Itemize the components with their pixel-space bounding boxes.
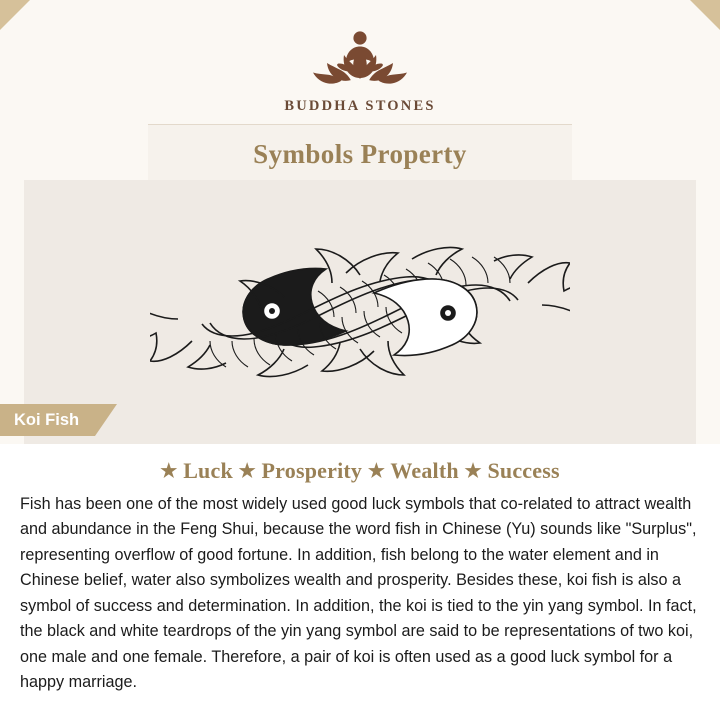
benefit-item-2: Wealth [390, 458, 459, 483]
description-text: Fish has been one of the most widely used good luck symbols that co-related to attract wealth and abundance in the Feng Shui, because the word fish in Chinese (Yu) sounds like "Surplus", representing overflow of good fortune. In addition, fish belong to the water element and in Chinese belief, water also symbolizes wealth and prosperity. Besides these, koi fish is also a symbol of success and determination. In addition, the koi is tied to the yin yang symbol. In fact, the black and white teardrops of the yin yang symbol are said to be representations of two koi, one male and one female. Therefore, a pair of koi is often used as a good luck symbol for a happy marriage. [20, 495, 697, 692]
benefit-item-1: Prosperity [261, 458, 363, 483]
description-panel [0, 444, 720, 720]
koi-fish-yin-yang-illustration [150, 187, 570, 437]
symbol-name-ribbon [0, 404, 117, 436]
star-icon: ★ [160, 461, 178, 482]
ribbon-tail [95, 404, 117, 436]
benefits-list [0, 458, 720, 484]
page-title: Symbols Property [253, 138, 467, 169]
star-icon: ★ [238, 461, 256, 482]
benefit-item-0: Luck [183, 458, 233, 483]
brand-logo [0, 22, 720, 115]
lotus-meditation-icon [301, 22, 419, 94]
star-icon: ★ [464, 461, 482, 482]
hero-image-panel [24, 180, 696, 444]
brand-name: BUDDHA STONES [284, 98, 436, 114]
page-title-bar [148, 124, 572, 184]
star-icon: ★ [367, 461, 386, 482]
benefit-item-3: Success [487, 458, 560, 483]
symbol-name-label: Koi Fish [14, 410, 80, 429]
